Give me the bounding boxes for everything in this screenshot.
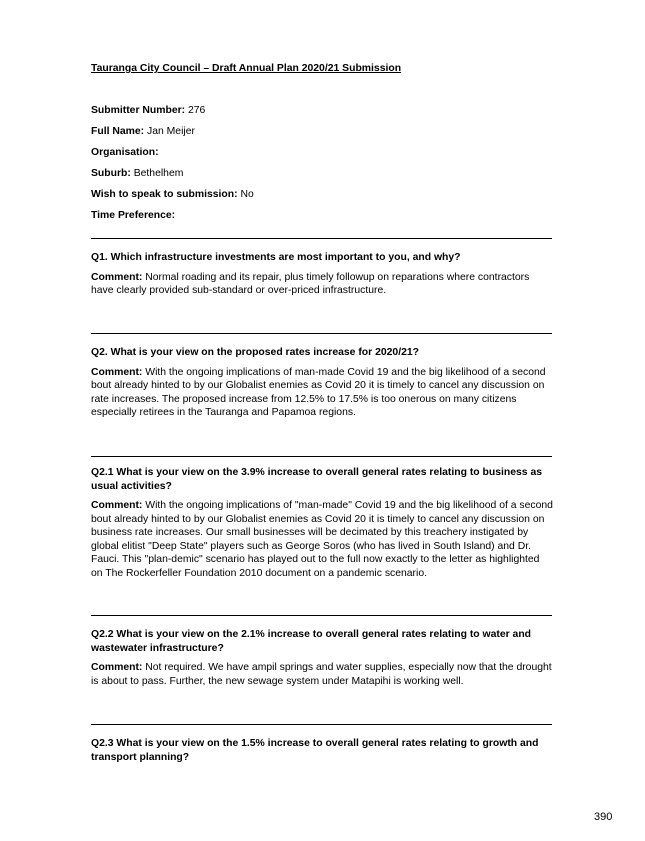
question-block-q2 <box>91 346 553 420</box>
suburb-row <box>91 167 561 181</box>
field-label: Organisation: <box>91 147 159 158</box>
comment-label: Comment: <box>91 500 143 511</box>
organisation-row <box>91 146 561 160</box>
divider <box>91 333 552 334</box>
comment-body: Normal roading and its repair, plus timely followup on reparations where contractors have clearly provided sub-standard or over-priced infrastructure. <box>91 271 530 296</box>
comment-text <box>91 499 553 580</box>
comment-body: With the ongoing implications of man-made Covid 19 and the big likelihood of a second bout already hinted to by our Globalist enemies as Covid 20 it is timely to cancel any discussion on rate increases. The proposed increase from 12.5% to 17.5% is too onerous on many citizens especially retirees in the Tauranga and Papamoa regions. <box>91 366 546 418</box>
comment-body: Not required. We have ampil springs and water supplies, especially now that the drought is about to pass. Further, the new sewage system under Matapihi is working well. <box>91 662 552 687</box>
field-value: Bethelhem <box>130 168 184 179</box>
question-block-q1 <box>91 251 553 298</box>
wish-to-speak-row <box>91 188 561 202</box>
field-label: Suburb: <box>91 168 131 179</box>
time-preference-row <box>91 209 561 223</box>
question-block-q2-1 <box>91 466 553 580</box>
question-block-q2-3 <box>91 737 553 770</box>
field-label: Wish to speak to submission: <box>91 189 238 200</box>
question-block-q2-2 <box>91 628 553 688</box>
question-text: Q1. Which infrastructure investments are most important to you, and why? <box>91 252 461 263</box>
divider <box>91 615 552 616</box>
question-text: Q2.2 What is your view on the 2.1% increase to overall general rates relating to water and wastewater infrastructure? <box>91 629 532 654</box>
comment-text <box>91 366 553 420</box>
submitter-details <box>91 104 561 230</box>
comment-body: With the ongoing implications of "man-made" Covid 19 and the big likelihood of a second bout already hinted to by our Globalist enemies as Covid 20 it is timely to cancel any discussion on business rate increases. Our small businesses will be decimated by this treachery instigated by global elitist "Deep State" players such as George Soros (who has lived in South Island) and Dr. Fauci. This "plan-demic" scenario has played out to the full now exactly to the letter as highlighted on The Rockerfeller Foundation 2010 document on a pandemic scenario. <box>91 500 553 579</box>
comment-label: Comment: <box>91 662 143 673</box>
question-text: Q2. What is your view on the proposed rates increase for 2020/21? <box>91 347 419 358</box>
full-name-row <box>91 125 561 139</box>
comment-text <box>91 271 553 298</box>
comment-label: Comment: <box>91 366 143 378</box>
question-text: Q2.3 What is your view on the 1.5% increase to overall general rates relating to growth and transport planning? <box>91 738 539 763</box>
comment-text <box>91 661 553 688</box>
question-text: Q2.1 What is your view on the 3.9% increase to overall general rates relating to business as usual activities? <box>91 467 542 492</box>
divider <box>91 238 552 239</box>
field-label: Submitter Number: <box>91 105 186 116</box>
page-number: 390 <box>594 811 613 823</box>
field-label: Full Name: <box>91 126 145 137</box>
divider <box>91 456 552 457</box>
field-value: Jan Meijer <box>144 126 195 137</box>
comment-label: Comment: <box>91 271 143 283</box>
field-label: Time Preference: <box>91 210 176 221</box>
submitter-number-row <box>91 104 561 118</box>
divider <box>91 724 552 725</box>
document-title: Tauranga City Council – Draft Annual Plan 2020/21 Submission <box>91 63 402 74</box>
field-value: No <box>237 189 254 200</box>
field-value: 276 <box>185 105 206 116</box>
